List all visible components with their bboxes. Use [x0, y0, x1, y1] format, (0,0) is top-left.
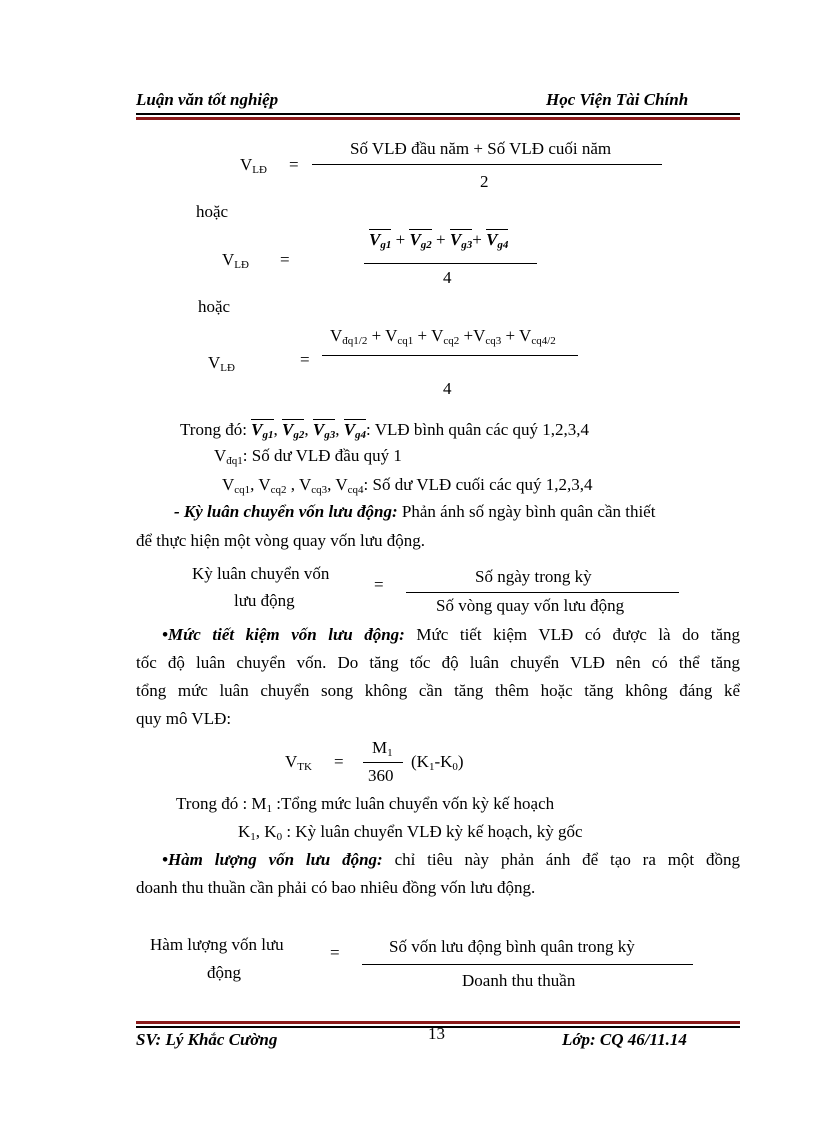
- header-left: Luận văn tốt nghiệp: [136, 90, 279, 109]
- formula5-rhs: $(K_1-K_0)$: [411, 752, 464, 773]
- muc-tiet-kiem-line1: •Mức tiết kiệm vốn lưu động: Mức tiết kiệm VLĐ có được là do tăng: [162, 625, 741, 644]
- formula6-denominator: Doanh thu thuần: [462, 971, 576, 990]
- legend-line3: $V_{cq1}$, $V_{cq2}$ , $V_{cq3}$, $V_{cq4}$: Số dư VLĐ cuối các quý 1,2,3,4: [222, 475, 593, 496]
- formula1-numerator: Số VLĐ đầu năm + Số VLĐ cuối năm: [350, 139, 612, 158]
- ham-luong-line2: doanh thu thuần cần phải có bao nhiêu đồng vốn lưu động.: [136, 878, 536, 897]
- formula3-lhs: $V_{LĐ}$: [208, 353, 235, 374]
- ky-luan-chuyen-line2: để thực hiện một vòng quay vốn lưu động.: [136, 531, 425, 550]
- muc-tiet-kiem-line3: tổng mức luân chuyển song không cần tăng thêm hoặc tăng không đáng kể: [136, 681, 740, 700]
- formula2-eq: =: [280, 250, 290, 269]
- formula6-lhs2: động: [207, 963, 241, 982]
- page-number: 13: [428, 1024, 445, 1043]
- header-right: Học Viện Tài Chính: [546, 90, 689, 109]
- formula6-lhs1: Hàm lượng vốn lưu: [150, 935, 284, 954]
- formula3-numerator: $V_{đq1/2} + V_{cq1} + V_{cq2} +V_{cq3} + V_{cq4/2}$: [330, 326, 556, 347]
- header-rule-bottom: [136, 117, 740, 120]
- muc-tiet-kiem-line4: quy mô VLĐ:: [136, 709, 232, 728]
- formula1-denominator: 2: [480, 172, 489, 191]
- ham-luong-line1: •Hàm lượng vốn lưu động: chỉ tiêu này phản ánh để tạo ra một đồng: [162, 850, 740, 869]
- formula4-lhs2: lưu động: [234, 591, 295, 610]
- formula1-lhs: $V_{LĐ}$: [240, 155, 267, 176]
- formula6-numerator: Số vốn lưu động bình quân trong kỳ: [389, 937, 635, 956]
- formula2-denominator: 4: [443, 268, 452, 287]
- formula6-fraction-line: [362, 964, 693, 965]
- formula3-denominator: 4: [443, 379, 452, 398]
- formula2-lhs: $V_{LĐ}$: [222, 250, 249, 271]
- formula2-numerator: $V_{g1} + V_{g2} + V_{g3}+ V_{g4}$: [369, 230, 509, 251]
- hoac-1: hoặc: [196, 202, 229, 221]
- ky-luan-chuyen-line1: - Kỳ luân chuyển vốn lưu động: Phản ánh số ngày bình quân cần thiết: [174, 502, 656, 521]
- formula6-eq: =: [330, 943, 340, 962]
- legend2-line2: $K_1$, $K_0$ : Kỳ luân chuyển VLĐ kỳ kế hoạch, kỳ gốc: [238, 822, 583, 843]
- formula5-lhs: $V_{TK}$: [285, 752, 312, 773]
- formula5-numerator: $M_1$: [372, 738, 393, 759]
- formula4-fraction-line: [406, 592, 679, 593]
- muc-tiet-kiem-line2: tốc độ luân chuyển vốn. Do tăng tốc độ luân chuyển VLĐ nên có thể tăng: [136, 653, 740, 672]
- formula3-eq: =: [300, 350, 310, 369]
- legend-line1: Trong đó: $V_{g1}$, $V_{g2}$, $V_{g3}$, $V_{g4}$: VLĐ bình quân các quý 1,2,3,4: [180, 420, 590, 441]
- legend2-line1: Trong đó : $M_1$ :Tổng mức luân chuyển vốn kỳ kế hoạch: [176, 794, 555, 815]
- formula5-denominator: 360: [368, 766, 394, 785]
- formula2-fraction-line: [364, 263, 537, 264]
- footer-right: Lớp: CQ 46/11.14: [562, 1030, 687, 1049]
- formula1-fraction-line: [312, 164, 662, 165]
- formula4-eq: =: [374, 575, 384, 594]
- formula4-denominator: Số vòng quay vốn lưu động: [436, 596, 625, 615]
- header-rule-top: [136, 113, 740, 115]
- formula5-eq: =: [334, 752, 344, 771]
- formula1-eq: =: [289, 155, 299, 174]
- formula3-fraction-line: [322, 355, 578, 356]
- legend-line2: $V_{đq1}$: Số dư VLĐ đầu quý 1: [214, 446, 402, 467]
- formula5-fraction-line: [363, 762, 403, 763]
- footer-left: SV: Lý Khắc Cường: [136, 1030, 278, 1049]
- formula4-numerator: Số ngày trong kỳ: [475, 567, 592, 586]
- hoac-2: hoặc: [198, 297, 231, 316]
- formula4-lhs1: Kỳ luân chuyển vốn: [192, 564, 330, 583]
